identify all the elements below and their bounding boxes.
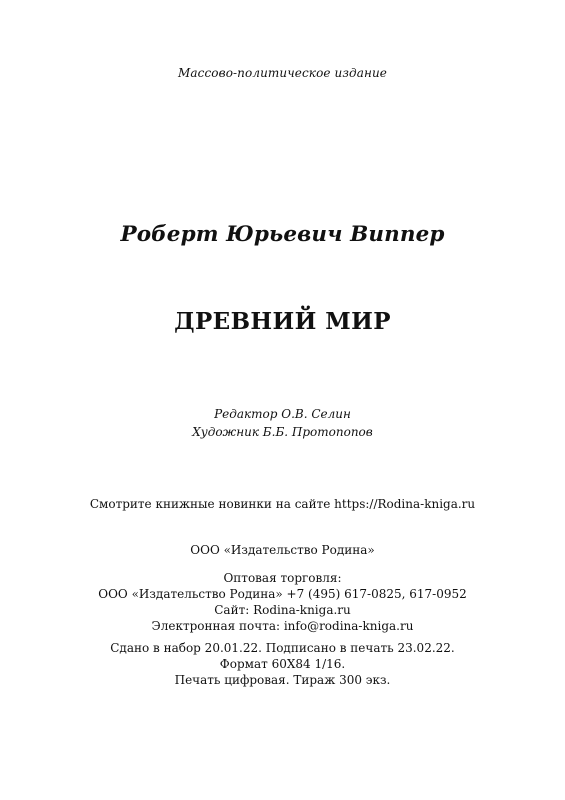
printing-block [0,640,565,688]
wholesale-phone: ООО «Издательство Родина» +7 (495) 617-0825, 617-0952 [98,587,467,601]
book-title: ДРЕВНИЙ МИР [174,308,391,335]
printing-run: Печать цифровая. Тираж 300 экз. [174,673,391,687]
series-label: Массово-политическое издание [178,66,387,80]
artist-credit: Художник Б.Б. Протопопов [192,425,373,439]
wholesale-heading: Оптовая торговля: [223,571,342,585]
wholesale-email: Электронная почта: info@rodina-kniga.ru [151,619,414,633]
printing-format: Формат 60X84 1/16. [219,657,346,671]
site-note: Смотрите книжные новинки на сайте https://Rodina-kniga.ru [89,497,476,511]
author-name: Роберт Юрьевич Виппер [120,222,445,247]
credits-block [0,405,565,441]
wholesale-site: Сайт: Rodina-kniga.ru [214,603,351,617]
wholesale-block [0,570,565,634]
publisher-name: ООО «Издательство Родина» [190,543,375,557]
editor-credit: Редактор О.В. Селин [214,407,351,421]
printing-dates: Сдано в набор 20.01.22. Подписано в печать 23.02.22. [110,641,455,655]
